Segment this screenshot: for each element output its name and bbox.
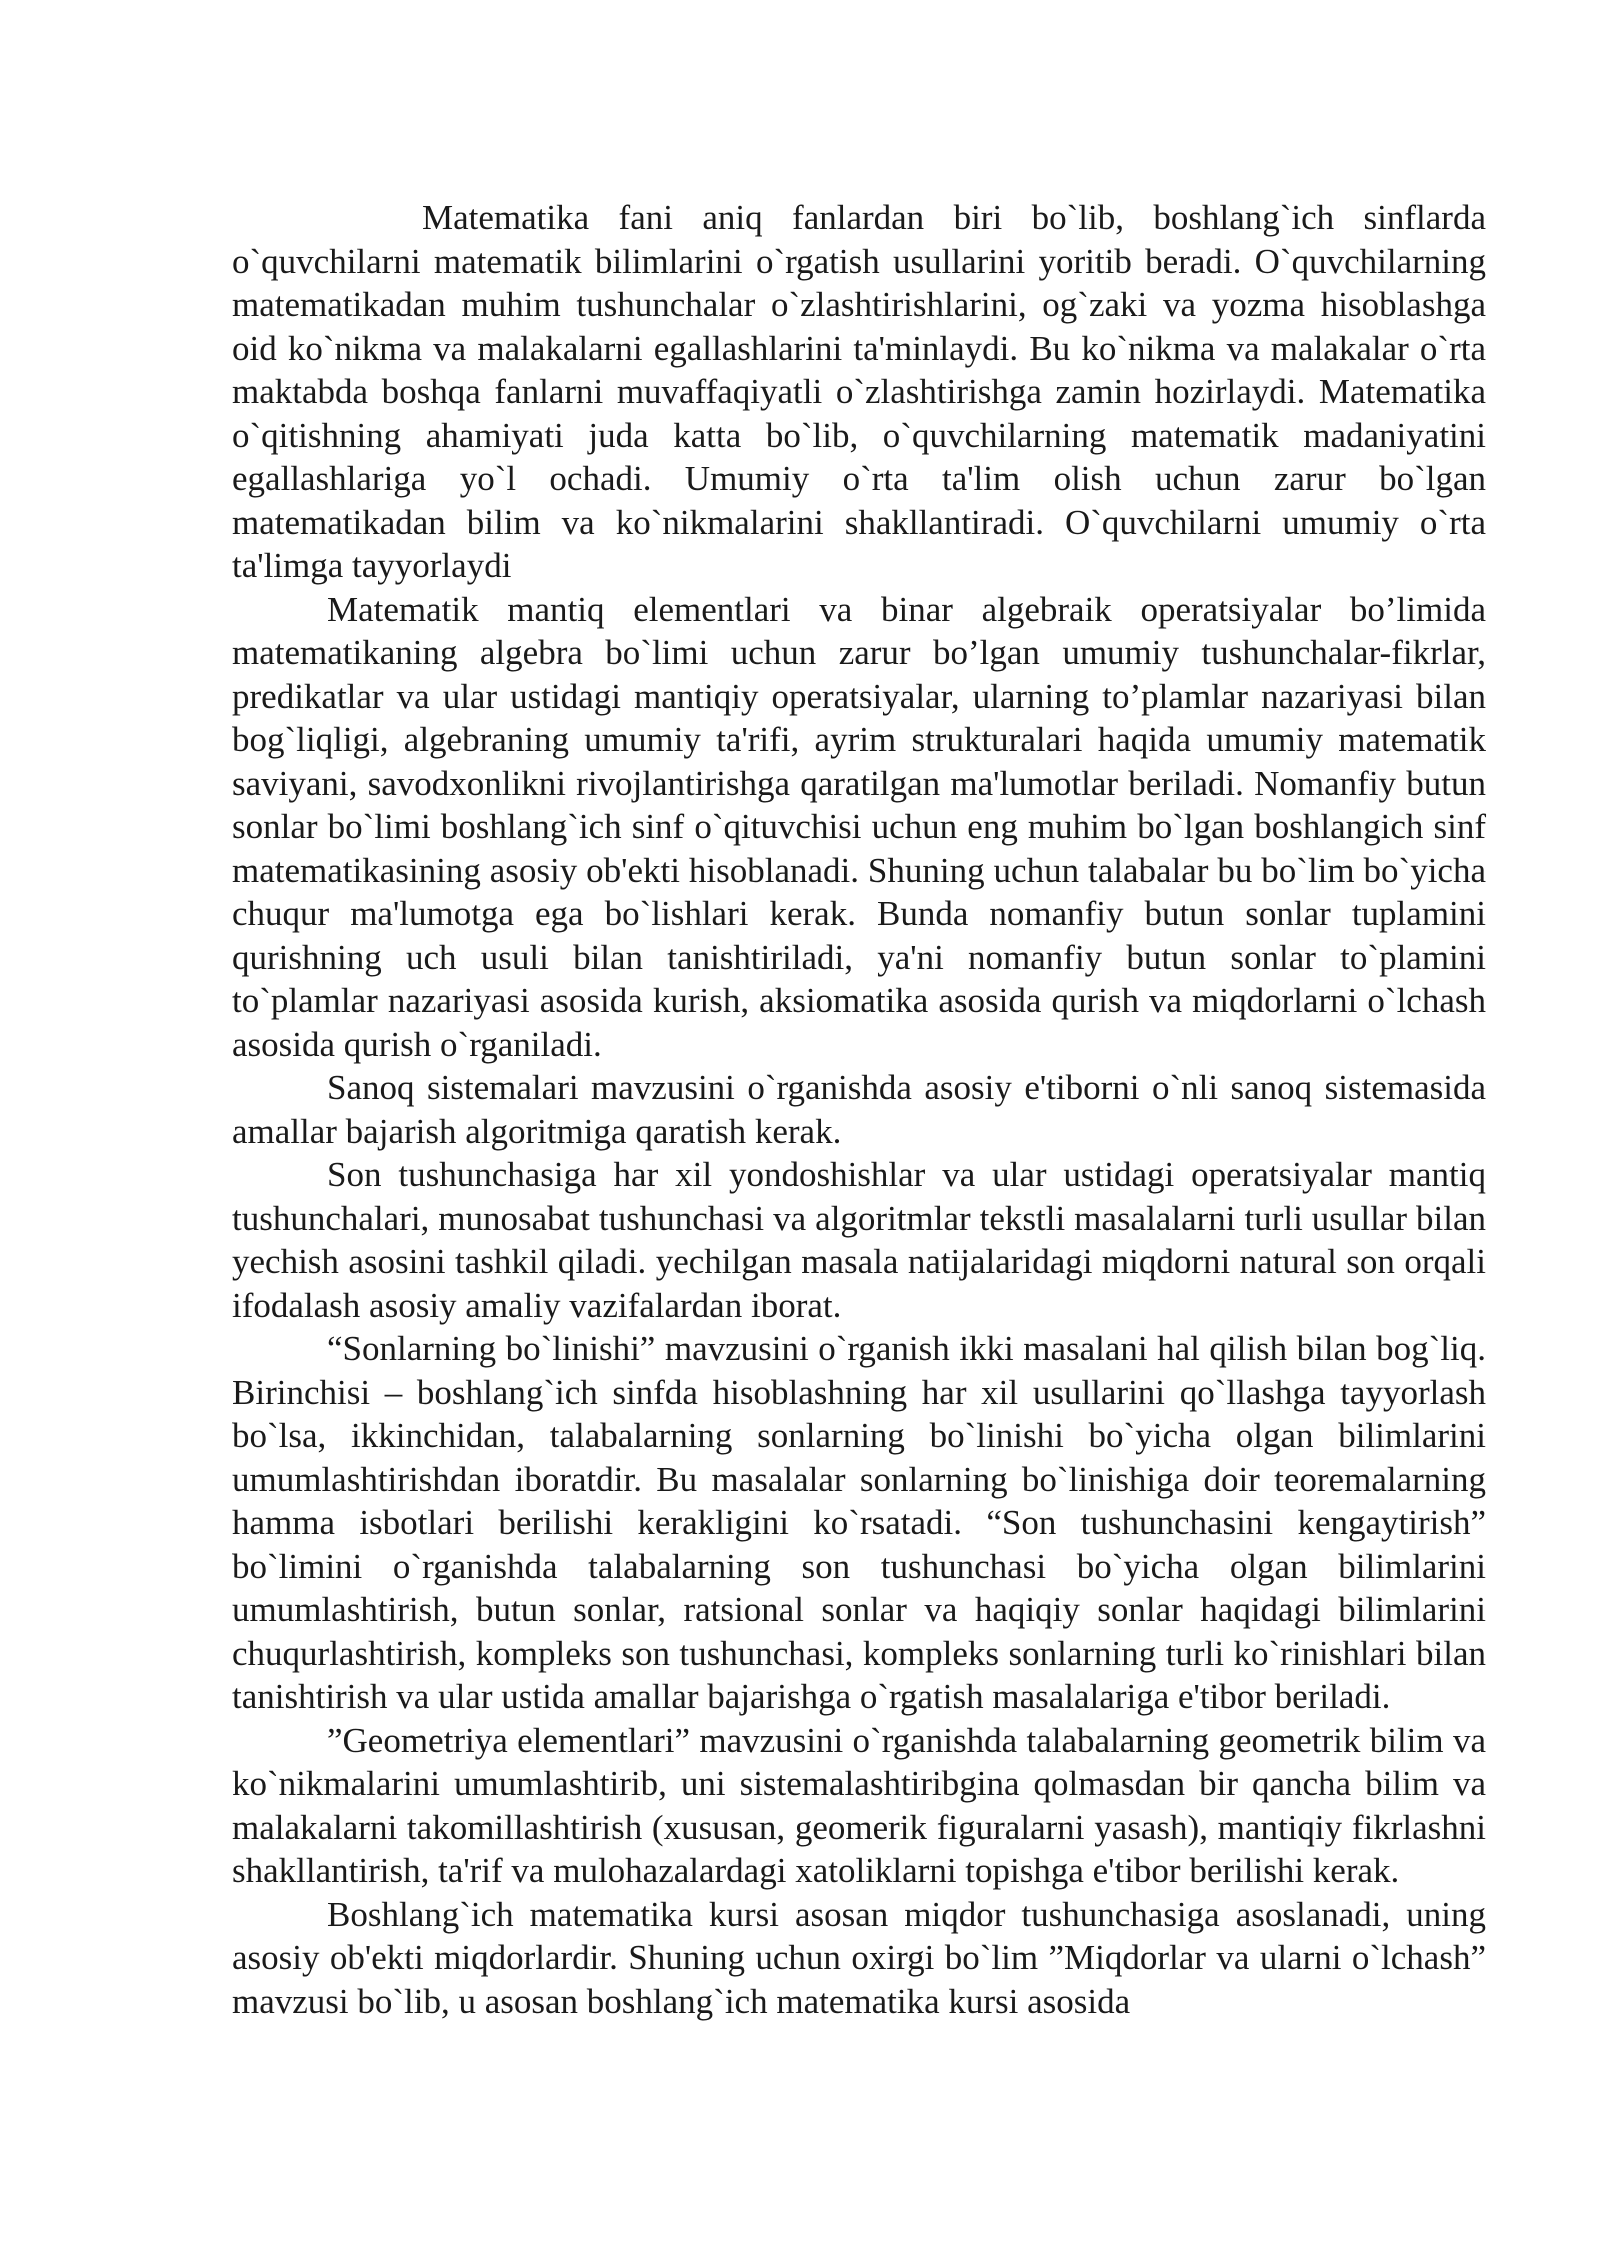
paragraph-quantities: Boshlang`ich matematika kursi asosan miqdor tushunchasiga asoslanadi, uning asosiy ob'ekti miqdorlardir. Shuning uchun oxirgi bo`lim ”Miqdorlar va ularni o`lchash” mavzusi bo`lib, u asosan boshlang`ich matematika kursi asosida: [232, 1894, 1486, 2021]
paragraph-divisibility: “Sonlarning bo`linishi” mavzusini o`rganish ikki masalani hal qilish bilan bog`liq. Birinchisi – boshlang`ich sinfda hisoblashning har xil usullarini qo`llashga tayyorlash bo`lsa, ikkinchidan, talabalarning sonlarning bo`linishi bo`yicha olgan bilimlarini umumlashtirishdan iboratdir. Bu masalalar sonlarning bo`linishiga doir teoremalarning hamma isbotlari berilishi kerakligini ko`rsatadi. “Son tushunchasini kengaytirish” bo`limini o`rganishda talabalarning son tushunchasi bo`yicha olgan bilimlarini umumlashtirish, butun sonlar, ratsional sonlar va haqiqiy sonlar haqidagi bilimlarini chuqurlashtirish, kompleks son tushunchasi, kompleks sonlarning turli ko`rinishlari bilan tanishtirish va ular ustida amallar bajarishga o`rgatish masalalariga e'tibor beriladi.: [232, 1329, 1486, 1716]
document-page: [232, 196, 1486, 2023]
paragraph-intro: Matematika fani aniq fanlardan biri bo`lib, boshlang`ich sinflarda o`quvchilarni matematik bilimlarini o`rgatish usullarini yoritib beradi. O`quvchilarning matematikadan muhim tushunchalar o`zlashtirishlarini, og`zaki va yozma hisoblashga oid ko`nikma va malakalarni egallashlarini ta'minlaydi. Bu ko`nikma va malakalar o`rta maktabda boshqa fanlarni muvaffaqiyatli o`zlashtirishga zamin hozirlaydi. Matematika o`qitishning ahamiyati juda katta bo`lib, o`quvchilarning matematik madaniyatini egallashlariga yo`l ochadi. Umumiy o`rta ta'lim olish uchun zarur bo`lgan matematikadan bilim va ko`nikmalarini shakllantiradi. O`quvchilarni umumiy o`rta ta'limga tayyorlaydi: [232, 198, 1486, 585]
paragraph-number-systems: Sanoq sistemalari mavzusini o`rganishda asosiy e'tiborni o`nli sanoq sistemasida amallar bajarish algoritmiga qaratish kerak.: [232, 1068, 1486, 1151]
paragraph-geometry: ”Geometriya elementlari” mavzusini o`rganishda talabalarning geometrik bilim va ko`nikmalarini umumlashtirib, uni sistemalashtiribgina qolmasdan bir qancha bilim va malakalarni takomillashtirish (xususan, geomerik figuralarni yasash), mantiqiy fikrlashni shakllantirish, ta'rif va mulohazalardagi xatoliklarni topishga e'tibor berilishi kerak.: [232, 1720, 1486, 1890]
paragraph-number-concept: Son tushunchasiga har xil yondoshishlar va ular ustidagi operatsiyalar mantiq tushunchalari, munosabat tushunchasi va algoritmlar tekstli masalalarni turli usullar bilan yechish asosini tashkil qiladi. yechilgan masala natijalaridagi miqdorni natural son orqali ifodalash asosiy amaliy vazifalardan iborat.: [232, 1155, 1486, 1325]
paragraph-logic-elements: Matematik mantiq elementlari va binar algebraik operatsiyalar bo’limida matematikaning algebra bo`limi uchun zarur bo’lgan umumiy tushunchalar-fikrlar, predikatlar va ular ustidagi mantiqiy operatsiyalar, ularning to’plamlar nazariyasi bilan bog`liqligi, algebraning umumiy ta'rifi, ayrim strukturalari haqida umumiy matematik saviyani, savodxonlikni rivojlantirishga qaratilgan ma'lumotlar beriladi. Nomanfiy butun sonlar bo`limi boshlang`ich sinf o`qituvchisi uchun eng muhim bo`lgan boshlangich sinf matematikasining asosiy ob'ekti hisoblanadi. Shuning uchun talabalar bu bo`lim bo`yicha chuqur ma'lumotga ega bo`lishlari kerak. Bunda nomanfiy butun sonlar tuplamini qurishning uch usuli bilan tanishtiriladi, ya'ni nomanfiy butun sonlar to`plamini to`plamlar nazariyasi asosida kurish, aksiomatika asosida qurish va miqdorlarni o`lchash asosida qurish o`rganiladi.: [232, 589, 1486, 1064]
